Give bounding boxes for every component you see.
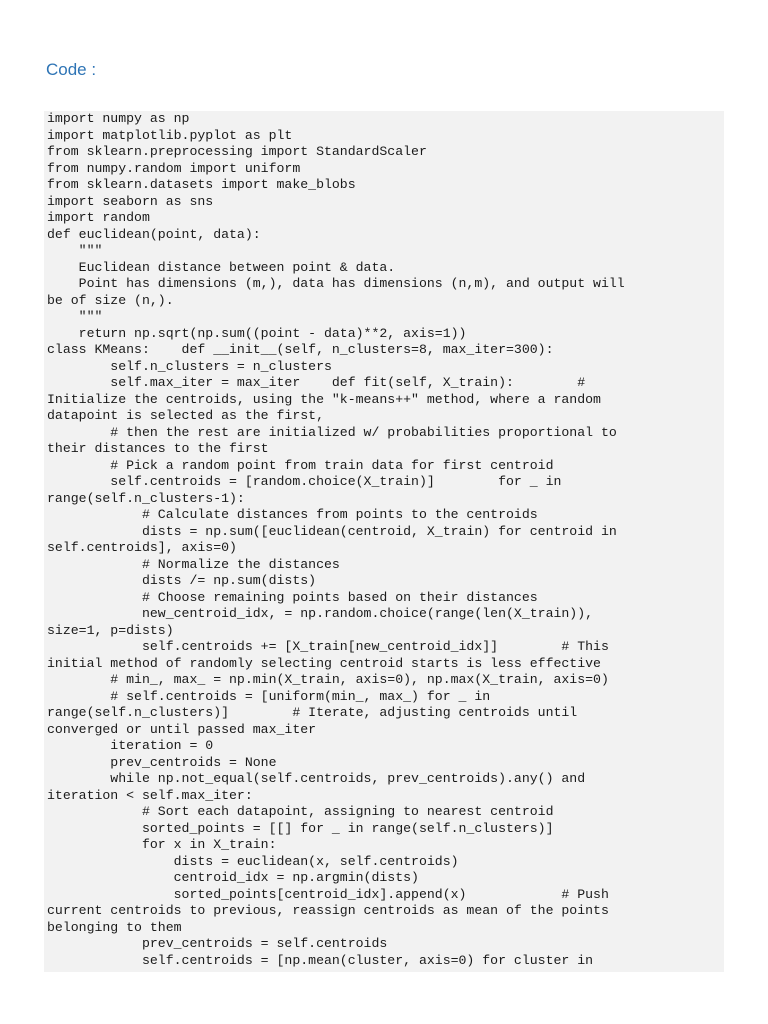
code-line: """	[47, 243, 103, 258]
code-line: self.centroids], axis=0)	[47, 540, 237, 555]
code-line: import seaborn as sns	[47, 193, 214, 209]
code-line: from numpy.random import uniform	[47, 160, 301, 176]
code-line: prev_centroids = self.centroids	[47, 936, 388, 951]
code-line: # Normalize the distances	[47, 556, 340, 572]
code-line: new_centroid_idx, = np.random.choice(range(len(X_train)),	[47, 606, 594, 621]
code-line: Euclidean distance between point & data.	[47, 259, 396, 275]
code-line: iteration < self.max_iter:	[47, 787, 253, 803]
code-line: self.centroids += [X_train[new_centroid_idx]] # This	[47, 639, 609, 654]
code-line: self.centroids = [np.mean(cluster, axis=0) for cluster in	[47, 952, 594, 968]
code-line: current centroids to previous, reassign centroids as mean of the points	[47, 903, 609, 918]
code-line: size=1, p=dists)	[47, 622, 174, 638]
code-line: Initialize the centroids, using the "k-means++" method, where a random	[47, 391, 601, 407]
code-block	[44, 111, 724, 972]
code-line: self.max_iter = max_iter def fit(self, X_train): #	[47, 375, 586, 390]
code-line: prev_centroids = None	[47, 754, 277, 770]
code-line: for x in X_train:	[47, 837, 277, 852]
code-line: sorted_points = [[] for _ in range(self.n_clusters)]	[47, 820, 554, 836]
code-line: sorted_points[centroid_idx].append(x) # Push	[47, 886, 609, 902]
code-line: # Calculate distances from points to the centroids	[47, 507, 538, 522]
code-line: self.n_clusters = n_clusters	[47, 358, 332, 374]
code-line: converged or until passed max_iter	[47, 721, 317, 737]
code-line: Point has dimensions (m,), data has dimensions (n,m), and output will	[47, 276, 625, 291]
code-line: dists = euclidean(x, self.centroids)	[47, 853, 459, 869]
code-line: be of size (n,).	[47, 292, 174, 308]
code-line: # Pick a random point from train data for first centroid	[47, 457, 554, 473]
section-heading: Code :	[46, 60, 97, 79]
code-line: import random	[47, 210, 150, 225]
code-line: import numpy as np	[47, 111, 190, 126]
code-line: range(self.n_clusters-1):	[47, 490, 245, 506]
code-lines	[47, 111, 724, 969]
code-line: from sklearn.datasets import make_blobs	[47, 177, 356, 192]
code-line: import matplotlib.pyplot as plt	[47, 127, 293, 143]
code-line: self.centroids = [random.choice(X_train)] for _ in	[47, 474, 562, 489]
code-line: centroid_idx = np.argmin(dists)	[47, 870, 419, 885]
code-line: belonging to them	[47, 919, 182, 935]
code-line: # Choose remaining points based on their distances	[47, 589, 538, 605]
code-line: range(self.n_clusters)] # Iterate, adjusting centroids until	[47, 705, 578, 720]
code-line: iteration = 0	[47, 738, 214, 753]
code-line: """	[47, 309, 103, 324]
code-line: dists /= np.sum(dists)	[47, 573, 317, 588]
code-line: # self.centroids = [uniform(min_, max_) for _ in	[47, 688, 491, 704]
code-line: while np.not_equal(self.centroids, prev_centroids).any() and	[47, 771, 586, 786]
code-line: class KMeans: def __init__(self, n_clusters=8, max_iter=300):	[47, 342, 554, 357]
code-line: dists = np.sum([euclidean(centroid, X_train) for centroid in	[47, 523, 617, 539]
code-line: their distances to the first	[47, 441, 269, 456]
code-line: # then the rest are initialized w/ probabilities proportional to	[47, 424, 617, 440]
code-line: datapoint is selected as the first,	[47, 408, 324, 423]
code-line: from sklearn.preprocessing import StandardScaler	[47, 144, 427, 159]
code-line: return np.sqrt(np.sum((point - data)**2, axis=1))	[47, 325, 467, 341]
code-line: # Sort each datapoint, assigning to nearest centroid	[47, 804, 554, 819]
code-line: initial method of randomly selecting centroid starts is less effective	[47, 655, 601, 671]
code-line: # min_, max_ = np.min(X_train, axis=0), np.max(X_train, axis=0)	[47, 672, 609, 687]
code-line: def euclidean(point, data):	[47, 226, 261, 242]
